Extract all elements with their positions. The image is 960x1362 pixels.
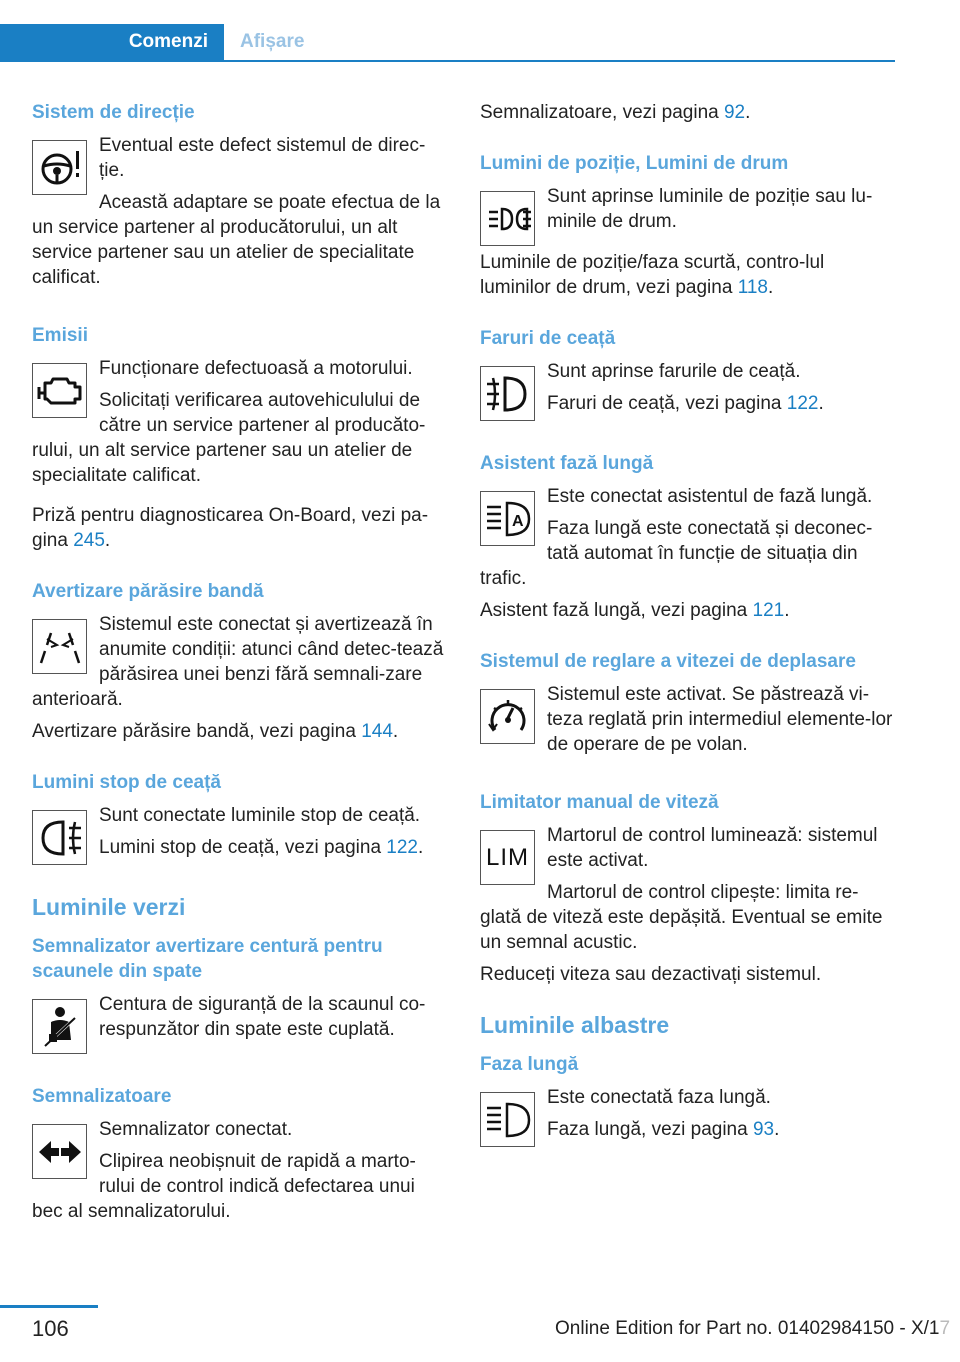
lane-departure-icon	[32, 619, 87, 674]
paragraph: Semnalizatoare, vezi pagina 92.	[480, 102, 751, 123]
section-lane-departure	[32, 579, 447, 744]
position-lights-icon	[480, 191, 535, 246]
page-link[interactable]: 118	[737, 277, 768, 298]
front-fog-light-icon	[480, 366, 535, 421]
section-high-beam	[480, 1052, 895, 1151]
section-title: Asistent fază lungă	[480, 453, 654, 474]
section-emissions	[32, 323, 447, 553]
cruise-control-icon	[480, 689, 535, 744]
section-title: Semnalizatoare	[32, 1086, 172, 1107]
paragraph: Este conectată faza lungă.	[547, 1087, 771, 1108]
engine-check-icon	[32, 363, 87, 418]
section-title: Lumini stop de ceață	[32, 772, 221, 793]
section-title: Sistem de direcție	[32, 102, 195, 123]
paragraph: Faruri de ceață, vezi pagina 122.	[547, 393, 824, 414]
section-title: Faza lungă	[480, 1054, 579, 1075]
page-link[interactable]: 92	[723, 102, 746, 123]
paragraph: Martorul de control luminează: sistemul este activat.	[547, 825, 878, 871]
heading-green-lights: Luminile verzi	[32, 894, 186, 920]
page-link[interactable]: 93	[752, 1119, 775, 1140]
header-rule	[0, 60, 895, 62]
paragraph: Semnalizator conectat.	[99, 1119, 293, 1140]
tab-afisare[interactable]: Afișare	[240, 31, 305, 52]
page-link[interactable]: 245	[73, 530, 105, 551]
section-position-lights	[480, 151, 895, 300]
right-column	[480, 100, 895, 1177]
tab-comenzi[interactable]: Comenzi	[0, 24, 224, 60]
paragraph: Lumini stop de ceață, vezi pagina 122.	[99, 837, 424, 858]
section-speed-limiter	[480, 790, 895, 987]
paragraph: Luminile de poziție/faza scurtă, contro-lul luminilor de drum, vezi pagina 118.	[480, 252, 825, 298]
paragraph: Avertizare părăsire bandă, vezi pagina 144.	[32, 721, 399, 742]
section-high-beam-assist	[480, 451, 895, 623]
high-beam-assist-icon	[480, 491, 535, 546]
section-steering	[32, 100, 447, 297]
section-seatbelt	[32, 934, 447, 1058]
svg-text:A: A	[511, 512, 524, 530]
section-turn-signals	[32, 1084, 447, 1231]
section-rear-fog	[32, 770, 447, 869]
speed-limiter-icon: LIM	[480, 830, 535, 885]
paragraph: Este conectat asistentul de fază lungă.	[547, 486, 873, 507]
paragraph: Priză pentru diagnosticarea On-Board, vezi pa-gina 245.	[32, 505, 429, 551]
heading-blue-lights: Luminile albastre	[480, 1012, 670, 1038]
paragraph: Clipirea neobișnuit de rapidă a marto-rului de control indică defectarea unui bec al semnalizatorului.	[32, 1151, 416, 1222]
paragraph: Sistemul este conectat și avertizează în anumite condiții: atunci când detec-tează părăsirea unei benzi fără semnali-zare anterioară.	[32, 614, 444, 710]
rear-fog-light-icon	[32, 810, 87, 865]
page-link[interactable]: 122	[386, 837, 418, 858]
paragraph: Sunt aprinse farurile de ceață.	[547, 361, 801, 382]
page-link[interactable]: 122	[786, 393, 819, 414]
paragraph: Solicitați verificarea autovehiculului de către un service partener al producăto-rului, un alt service partener sau un atelier de specialitate calificat.	[32, 390, 426, 486]
paragraph: Martorul de control clipește: limita re-glată de viteză este depășită. Eventual se emite un semnal acustic.	[480, 882, 883, 953]
section-cruise-control	[480, 649, 895, 764]
section-title: Lumini de poziție, Lumini de drum	[480, 153, 789, 174]
turn-signal-icon	[32, 1124, 87, 1179]
section-title: Semnalizator avertizare centură pentru scaunele din spate	[32, 936, 383, 982]
section-title: Limitator manual de viteză	[480, 792, 719, 813]
paragraph: Sunt aprinse luminile de poziție sau lu-minile de drum.	[547, 186, 873, 232]
paragraph: Funcționare defectuoasă a motorului.	[99, 358, 413, 379]
page-number: 106	[32, 1316, 69, 1341]
page-link[interactable]: 144	[361, 721, 393, 742]
paragraph: Faza lungă, vezi pagina 93.	[547, 1119, 780, 1140]
section-front-fog	[480, 326, 895, 425]
paragraph: Faza lungă este conectată și deconec-tată automat în funcție de situația din trafic.	[480, 518, 873, 589]
steering-warning-icon	[32, 140, 87, 195]
edition-info: Online Edition for Part no. 01402984150 - X/17	[555, 1318, 951, 1339]
section-title: Avertizare părăsire bandă	[32, 581, 264, 602]
paragraph: Sistemul este activat. Se păstrează vi-teza reglată prin intermediul elemente-lor de operare de pe volan.	[547, 684, 893, 755]
chapter-tabs	[0, 24, 895, 62]
paragraph: Eventual este defect sistemul de direc-ție.	[99, 135, 426, 181]
paragraph: Sunt conectate luminile stop de ceață.	[99, 805, 421, 826]
high-beam-icon	[480, 1092, 535, 1147]
section-title: Faruri de ceață	[480, 328, 616, 349]
paragraph: Centura de siguranță de la scaunul co-respunzător din spate este cuplată.	[99, 994, 426, 1040]
left-column	[32, 100, 447, 1257]
footer-rule	[0, 1305, 98, 1308]
seatbelt-icon	[32, 999, 87, 1054]
paragraph: Asistent fază lungă, vezi pagina 121.	[480, 600, 790, 621]
paragraph: Această adaptare se poate efectua de la un service partener al producătorului, un alt service partener sau un atelier de specialitate calificat.	[32, 192, 441, 288]
section-title: Sistemul de reglare a vitezei de deplasare	[480, 651, 856, 672]
page-link[interactable]: 121	[752, 600, 785, 621]
paragraph: Reduceți viteza sau dezactivați sistemul.	[480, 964, 822, 985]
section-title: Emisii	[32, 325, 88, 346]
